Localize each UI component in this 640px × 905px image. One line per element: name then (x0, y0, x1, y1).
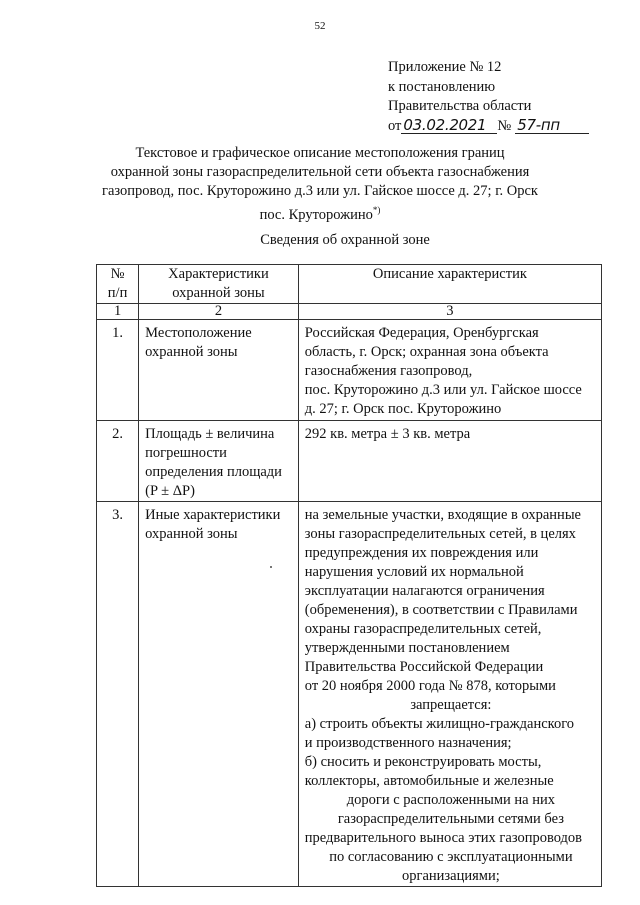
title-line: газопровод, пос. Круторожино д.3 или ул. Гайское шоссе д. 27; г. Орск (102, 183, 538, 199)
from-prefix: от (388, 117, 402, 134)
row-number: 3. (97, 502, 139, 887)
description-line: газоснабжения газопровод, (304, 363, 473, 379)
handwritten-date: 03.02.2021 (401, 118, 497, 134)
title-line-text: пос. Круторожино (259, 206, 373, 223)
header-description: Описание характеристик (298, 265, 601, 304)
characteristic-line: погрешности (145, 445, 227, 461)
description-line: от 20 ноября 2000 года № 878, которыми (304, 678, 556, 694)
description-line: Российская Федерация, Оренбургская (304, 325, 539, 341)
description-line: (обременения), в соответствии с Правилами (304, 602, 578, 618)
table-header-row (97, 265, 602, 304)
characteristic-line: (P ± ΔP) (145, 483, 195, 499)
description-line: зоны газораспределительных сетей, в целях (304, 526, 576, 542)
header-number (97, 265, 139, 304)
characteristic-line: охранной зоны (145, 344, 238, 360)
description-line: предупреждения их повреждения или (304, 545, 539, 561)
description-line: Правительства Российской Федерации (304, 659, 544, 675)
header-number-line: № (110, 266, 125, 282)
appendix-title: Приложение № 12 (388, 59, 502, 75)
title-line (90, 201, 550, 225)
header-characteristics-line: Характеристики (168, 266, 269, 282)
row-number: 1. (97, 320, 139, 421)
number-label: № (497, 117, 512, 134)
description-line: охраны газораспределительных сетей, (304, 621, 542, 637)
row-characteristic (139, 502, 299, 887)
description-line: д. 27; г. Орск пос. Круторожино (304, 401, 502, 417)
appendix-line-resolution: к постановлению (388, 78, 496, 95)
description-line: 292 кв. метра ± 3 кв. метра (304, 426, 471, 442)
row-description (298, 502, 601, 887)
description-line: газораспределительными сетями без (337, 811, 564, 827)
table-row (97, 320, 602, 421)
description-line: область, г. Орск; охранная зона объекта (304, 344, 549, 360)
column-number-row (97, 304, 602, 320)
scan-speck (270, 566, 272, 568)
description-line: а) строить объекты жилищно-гражданского (304, 716, 575, 732)
header-characteristics (139, 265, 299, 304)
table-row (97, 502, 602, 887)
appendix-line-government: Правительства области (388, 98, 532, 114)
row-number: 2. (97, 421, 139, 502)
description-line: пос. Круторожино д.3 или ул. Гайское шоссе (304, 382, 582, 398)
handwritten-number: 57-пп (515, 118, 589, 134)
characteristic-line: Иные характеристики (145, 507, 281, 523)
column-number: 1 (97, 304, 139, 320)
description-line: б) сносить и реконструировать мосты, (304, 754, 542, 770)
description-line: предварительного выноса этих газопроводов (304, 830, 583, 846)
row-characteristic (139, 421, 299, 502)
characteristic-line: определения площади (145, 464, 282, 480)
description-line: по согласованию с эксплуатационными (329, 849, 573, 865)
row-characteristic (139, 320, 299, 421)
description-line: эксплуатации налагаются ограничения (304, 583, 545, 599)
description-line: запрещается: (410, 697, 492, 713)
description-line: утвержденными постановлением (304, 640, 510, 656)
description-line: на земельные участки, входящие в охранные (304, 507, 581, 523)
characteristic-line: Местоположение (145, 325, 252, 341)
page-number: 52 (314, 20, 326, 32)
characteristic-line: Площадь ± величина (145, 426, 275, 442)
table-row (97, 421, 602, 502)
row-description (298, 421, 601, 502)
column-number: 2 (139, 304, 299, 320)
description-line: и производственного назначения; (304, 735, 512, 751)
row-description (298, 320, 601, 421)
characteristic-line: охранной зоны (145, 526, 238, 542)
header-characteristics-line: охранной зоны (172, 285, 265, 301)
zone-info-table (96, 264, 602, 887)
description-line: нарушения условий их нормальной (304, 564, 524, 580)
section-heading: Сведения об охранной зоне (260, 232, 430, 248)
description-line: организациями; (402, 868, 500, 884)
footnote-mark: *) (372, 205, 381, 215)
header-number-line: п/п (107, 285, 128, 301)
appendix-block (388, 58, 589, 136)
description-line: коллекторы, автомобильные и железные (304, 773, 554, 789)
description-line: дороги с расположенными на них (346, 792, 556, 808)
document-title (90, 144, 550, 225)
appendix-date-line (388, 117, 589, 137)
title-line: Текстовое и графическое описание местоположения границ (135, 145, 505, 161)
column-number: 3 (298, 304, 601, 320)
title-line: охранной зоны газораспределительной сети объекта газоснабжения (110, 164, 530, 180)
